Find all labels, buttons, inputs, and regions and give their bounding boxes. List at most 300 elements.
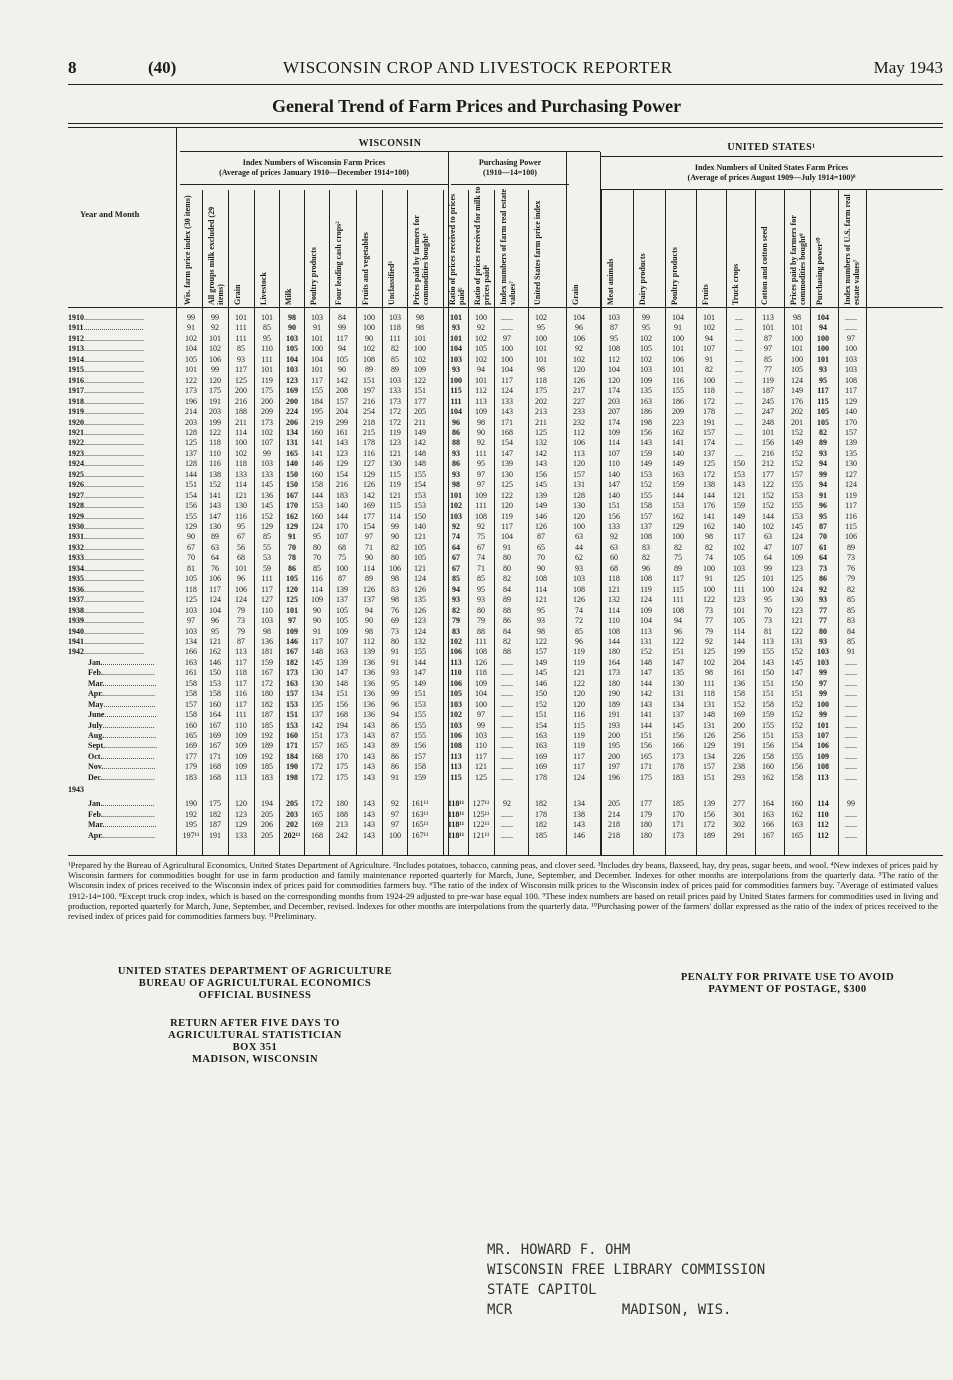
table-cell: 100	[450, 375, 462, 385]
table-cell: 211	[535, 417, 547, 427]
table-cell: 85	[313, 563, 321, 573]
table-cell: 170	[845, 417, 857, 427]
column-header-13: Index numbers of farm real estate values⁷	[499, 188, 517, 305]
table-cell: 90	[288, 323, 296, 333]
table-cell: 165	[286, 448, 298, 458]
table-cell: 117	[475, 751, 487, 761]
table-cell: 156	[703, 809, 715, 819]
column-header-11: Ratio of prices received to prices paid⁵	[448, 193, 466, 305]
table-cell: 99	[187, 313, 195, 322]
table-cell: 110	[817, 809, 829, 819]
table-cell: 120	[608, 375, 620, 385]
table-cell: 56	[237, 542, 245, 552]
table-cell: 144	[672, 490, 684, 500]
table-cell: 163	[672, 469, 684, 479]
table-cell: 97	[847, 333, 855, 343]
table-cell: 150	[733, 459, 745, 469]
table-cell: 104	[573, 313, 585, 322]
table-cell: 191	[209, 830, 221, 840]
table-cell: 120	[573, 365, 585, 375]
table-cell: 158	[762, 699, 774, 709]
row-label: 1934..............................	[68, 563, 144, 573]
table-cell: 105	[733, 616, 745, 626]
table-cell: 109	[336, 626, 348, 636]
table-cell: 293	[733, 772, 745, 782]
table-cell: 106	[817, 741, 829, 751]
table-cell: 147	[640, 668, 652, 678]
table-cell: 110	[209, 448, 221, 458]
table-cell: 103	[817, 647, 829, 657]
row-label: Feb...........................	[88, 809, 155, 819]
table-cell: 114	[817, 799, 829, 809]
table-cell: 162	[703, 522, 715, 531]
return-line-3: BOX 351	[232, 1042, 278, 1053]
table-cell: 159	[762, 710, 774, 720]
table-cell: 105	[336, 354, 348, 364]
table-cell: 100	[817, 699, 829, 709]
table-cell: 157	[791, 469, 803, 479]
table-cell: 153	[311, 501, 323, 511]
table-cell: 44	[575, 542, 583, 552]
table-cell: 101	[817, 720, 829, 730]
table-cell: 93	[477, 595, 485, 605]
table-cell: 91	[391, 647, 399, 657]
table-cell: 186	[672, 396, 684, 406]
table-cell: 103	[261, 459, 273, 469]
issue-date: May 1943	[873, 58, 943, 77]
table-cell: 103	[475, 731, 487, 740]
table-cell: 180	[608, 647, 620, 657]
table-cell: ......	[845, 731, 857, 740]
table-cell: 117	[261, 584, 273, 594]
table-cell: 156	[791, 762, 803, 772]
table-cell: 102	[762, 522, 774, 531]
table-cell: 169	[286, 386, 298, 396]
table-cell: 100	[389, 830, 401, 840]
table-cell: 143	[363, 762, 375, 772]
table-cell: 90	[365, 616, 373, 626]
table-cell: 100	[672, 532, 684, 542]
us-index-head	[600, 163, 943, 183]
table-cell: ......	[845, 313, 857, 322]
table-cell: 104	[640, 616, 652, 626]
row-label: May..........................	[88, 699, 156, 709]
table-cell: 151	[414, 689, 426, 699]
table-cell: 135	[311, 699, 323, 709]
table-cell: 203	[185, 417, 197, 427]
table-cell: ......	[501, 710, 513, 720]
table-cell: 95	[477, 459, 485, 469]
table-cell: ......	[845, 762, 857, 772]
table-cell: 167	[261, 668, 273, 678]
table-cell: 157	[703, 762, 715, 772]
table-cell: 95	[819, 375, 827, 385]
table-cell: 94	[365, 605, 373, 615]
table-cell: 111	[235, 333, 247, 343]
footnotes: ¹Prepared by the Bureau of Agricultural Economics, United States Department of Agriculture. ²Includes potatoes, tobacco, canning peas, and clover seed. ³Includes dry beans, flaxseed, hay, dry peas, sugar beets, and wool. ⁴New indexes of prices paid by Wisconsin farmers for commodities bought for use in farm production and family maintenance reported quarterly for March, June, September, and December. Indexes for other months are interpolations from the quarterly data. ⁵The ratio of the Wisconsin index of prices received to the Wisconsin index of prices paid for commodities farmers buy. ⁶The ratio of the index of Wisconsin milk prices to the Wisconsin index of prices paid for commodities farmers buy. ⁷Average of estimated values 1912-14=100. ⁸Except truck crop index, which is based on the corresponding months from 1924-29 adjusted to pre-war base equal 100. ⁹These index numbers are based on retail prices paid by United States farmers for commodities used in living and production, reported quarterly for March, June, September, and December, revised. Indexes for other months are interpolations from the quarterly data. ¹⁰Purchasing power of the farmers' dollar expressed as the ratio of the index of prices received to the revised index of prices paid for commodities farmers buy. ¹¹Preliminary.	[68, 860, 938, 922]
table-cell: 112	[573, 427, 585, 437]
table-cell: 167	[762, 830, 774, 840]
table-cell: 100	[363, 323, 375, 333]
table-cell: 96	[237, 574, 245, 584]
table-cell: 130	[235, 501, 247, 511]
table-cell: 173	[261, 417, 273, 427]
table-cell: 144	[640, 678, 652, 688]
table-cell: 83	[452, 626, 460, 636]
table-cell: 174	[703, 438, 715, 448]
table-cell: 99	[391, 689, 399, 699]
table-cell: 143	[209, 501, 221, 511]
table-cell: 105	[286, 574, 298, 584]
table-cell: 108	[363, 354, 375, 364]
table-cell: 148	[311, 647, 323, 657]
table-cell: 148	[336, 678, 348, 688]
table-cell: 77	[819, 616, 827, 626]
table-cell: 167	[286, 490, 298, 500]
table-cell: 185	[672, 799, 684, 809]
table-cell: 98	[416, 323, 424, 333]
table-cell: 82	[847, 584, 855, 594]
table-cell: 97	[819, 678, 827, 688]
table-cell: 133	[261, 469, 273, 479]
table-cell: 118¹¹	[447, 799, 465, 809]
table-cell: 168	[311, 751, 323, 761]
table-cell: 136	[261, 636, 273, 646]
table-cell: 79	[705, 626, 713, 636]
table-cell: 89	[365, 574, 373, 584]
table-cell: 68	[610, 563, 618, 573]
table-cell: 110	[261, 605, 273, 615]
table-cell: 206	[261, 820, 273, 830]
table-cell: 97	[503, 333, 511, 343]
table-cell: 117	[501, 522, 513, 531]
table-cell: 157	[703, 427, 715, 437]
table-cell: 212	[762, 459, 774, 469]
table-cell: 101	[450, 490, 462, 500]
table-cell: 177	[762, 469, 774, 479]
table-cell: 136	[363, 699, 375, 709]
table-cell: 104	[185, 344, 197, 354]
table-cell: 81	[187, 563, 195, 573]
table-cell: 137	[363, 595, 375, 605]
table-cell: 101	[235, 563, 247, 573]
table-cell: 150	[791, 678, 803, 688]
table-cell: 172	[311, 799, 323, 809]
column-header-4: Livestock	[259, 272, 268, 305]
table-cell: 124	[414, 574, 426, 584]
table-cell: 63	[610, 542, 618, 552]
return-block	[100, 1018, 410, 1066]
table-cell: 118¹¹	[447, 820, 465, 830]
table-cell: 165	[185, 731, 197, 740]
table-cell: 106	[209, 574, 221, 584]
table-cell: 178	[535, 809, 547, 819]
table-cell: 191	[703, 417, 715, 427]
table-cell: 147	[501, 448, 513, 458]
table-cell: 166	[762, 820, 774, 830]
table-cell: 143	[640, 438, 652, 448]
table-cell: 121¹¹	[472, 830, 490, 840]
table-cell: 162	[286, 511, 298, 521]
table-cell: 99	[819, 668, 827, 678]
table-cell: 106	[573, 333, 585, 343]
table-cell: 173	[336, 731, 348, 740]
table-cell: 152	[791, 427, 803, 437]
table-cell: 131	[703, 720, 715, 730]
table-cell: ......	[845, 830, 857, 840]
table-cell: 95	[211, 626, 219, 636]
table-cell: 95	[537, 323, 545, 333]
table-cell: 124	[501, 386, 513, 396]
page-title: General Trend of Farm Prices and Purchasing Power	[271, 96, 682, 116]
row-label: 1923..............................	[68, 448, 144, 458]
table-cell: ......	[501, 678, 513, 688]
table-cell: 141	[703, 511, 715, 521]
row-label: 1912..............................	[68, 333, 144, 343]
table-cell: 136	[261, 490, 273, 500]
table-cell: 121	[733, 490, 745, 500]
table-top-rule-2	[68, 127, 943, 128]
row-label: 1926..............................	[68, 480, 144, 490]
table-cell: 105	[791, 365, 803, 375]
table-cell: 86	[819, 574, 827, 584]
row-label: 1941..............................	[68, 636, 144, 646]
table-cell: 168	[501, 427, 513, 437]
table-cell: 134	[672, 699, 684, 709]
table-cell: 113	[235, 772, 247, 782]
table-cell: 126	[414, 605, 426, 615]
table-cell: 114	[535, 584, 547, 594]
table-cell: 158	[185, 710, 197, 720]
table-cell: 134	[703, 751, 715, 761]
table-cell: 146	[573, 830, 585, 840]
table-cell: 92	[391, 799, 399, 809]
table-cell: 70	[313, 553, 321, 563]
table-cell: 190	[286, 762, 298, 772]
table-cell: 92	[503, 799, 511, 809]
table-cell: 120	[573, 459, 585, 469]
table-cell: 107	[261, 438, 273, 448]
table-cell: 102	[185, 333, 197, 343]
table-cell: 103	[845, 365, 857, 375]
table-cell: 144	[336, 511, 348, 521]
table-cell: ....	[735, 354, 743, 364]
table-cell: 80	[477, 605, 485, 615]
page-paren: (40)	[148, 58, 177, 77]
row-label: 1911..............................	[68, 323, 144, 333]
table-cell: 123	[414, 616, 426, 626]
table-cell: 135	[845, 448, 857, 458]
column-header-1: Wis. farm price index (30 items)	[183, 195, 192, 305]
table-cell: 122	[209, 427, 221, 437]
table-cell: 108	[475, 511, 487, 521]
table-cell: 145	[261, 480, 273, 490]
table-cell: 109	[608, 427, 620, 437]
column-header-18: Poultry products	[670, 247, 679, 305]
table-cell: 154	[414, 480, 426, 490]
table-cell: 197	[363, 386, 375, 396]
table-cell: 120	[209, 375, 221, 385]
table-cell: 113	[762, 313, 774, 322]
table-cell: 129	[336, 459, 348, 469]
table-cell: 85	[391, 354, 399, 364]
table-cell: 102	[475, 333, 487, 343]
table-cell: 119	[845, 490, 857, 500]
table-cell: 109	[311, 595, 323, 605]
table-top-rule	[68, 123, 943, 124]
table-cell: 100	[311, 344, 323, 354]
table-cell: 156	[640, 427, 652, 437]
table-cell: 112	[817, 830, 829, 840]
table-cell: 147	[209, 511, 221, 521]
table-cell: 155	[414, 469, 426, 479]
table-cell: 124	[791, 532, 803, 542]
column-header-12: Ratio of prices received for milk to prices paid⁶	[473, 186, 491, 305]
table-cell: 140	[733, 522, 745, 531]
year-month-label: Year and Month	[80, 209, 140, 219]
table-cell: 147	[336, 668, 348, 678]
table-cell: 78	[288, 553, 296, 563]
table-cell: 90	[313, 616, 321, 626]
wi-index-subtitle: (Average of prices January 1910—December 1914=100)	[219, 168, 409, 177]
table-cell: 147	[791, 668, 803, 678]
table-cell: 86	[503, 616, 511, 626]
table-cell: 93	[819, 365, 827, 375]
table-cell: 95	[313, 532, 321, 542]
table-cell: 111	[703, 678, 715, 688]
table-cell: 103	[261, 616, 273, 626]
table-cell: 156	[336, 699, 348, 709]
table-cell: 191	[608, 710, 620, 720]
table-cell: 102	[414, 354, 426, 364]
table-cell: 73	[847, 553, 855, 563]
table-cell: 144	[733, 636, 745, 646]
table-cell: 131	[672, 689, 684, 699]
table-cell: ....	[735, 323, 743, 333]
table-cell: 158	[762, 751, 774, 761]
table-cell: 72	[575, 616, 583, 626]
table-cell: 144	[414, 657, 426, 667]
table-cell: 248	[762, 417, 774, 427]
table-cell: 151	[336, 689, 348, 699]
table-cell: 111	[261, 354, 273, 364]
table-cell: 118	[475, 668, 487, 678]
row-label: Feb...........................	[88, 668, 155, 678]
table-cell: 177	[640, 799, 652, 809]
table-cell: ......	[501, 720, 513, 730]
table-cell: 172	[311, 772, 323, 782]
table-cell: 101	[672, 344, 684, 354]
table-cell: 95	[263, 333, 271, 343]
table-cell: 180	[640, 830, 652, 840]
table-cell: 189	[261, 741, 273, 751]
table-cell: 155	[414, 720, 426, 730]
table-cell: 110	[261, 344, 273, 354]
table-cell: 165	[791, 830, 803, 840]
table-cell: 126	[363, 480, 375, 490]
table-cell: 118	[608, 574, 620, 584]
table-cell: 102	[475, 354, 487, 364]
table-cell: 112	[475, 386, 487, 396]
table-cell: 99	[764, 563, 772, 573]
table-cell: 47	[764, 542, 772, 552]
table-cell: 68	[338, 542, 346, 552]
table-cell: 172	[703, 469, 715, 479]
table-cell: ....	[735, 407, 743, 417]
table-cell: 152	[535, 699, 547, 709]
table-cell: 93	[575, 563, 583, 573]
table-cell: 160	[791, 799, 803, 809]
table-cell: 125	[286, 595, 298, 605]
table-cell: 152	[791, 699, 803, 709]
table-cell: 157	[185, 699, 197, 709]
table-cell: 99	[211, 313, 219, 322]
table-cell: 124	[640, 595, 652, 605]
table-cell: 103	[733, 563, 745, 573]
table-cell: 108	[817, 762, 829, 772]
table-cell: 143	[535, 459, 547, 469]
table-cell: 104	[672, 313, 684, 322]
table-cell: 97	[288, 616, 296, 626]
table-cell: 139	[363, 647, 375, 657]
table-cell: 100	[475, 313, 487, 322]
table-cell: 175	[261, 386, 273, 396]
table-cell: 147	[672, 657, 684, 667]
table-cell: 90	[477, 427, 485, 437]
address-line-4: MCR MADISON, WIS.	[487, 1302, 732, 1318]
table-cell: 109	[286, 626, 298, 636]
table-cell: 200	[608, 731, 620, 740]
table-cell: 77	[764, 365, 772, 375]
table-cell: ......	[501, 657, 513, 667]
table-cell: 134	[286, 427, 298, 437]
table-cell: 100	[535, 333, 547, 343]
table-cell: 206	[286, 417, 298, 427]
table-cell: 115	[817, 396, 829, 406]
table-cell: 89	[365, 365, 373, 375]
table-cell: 92	[477, 438, 485, 448]
table-cell: 118	[703, 386, 715, 396]
table-cell: 101	[535, 344, 547, 354]
table-cell: ....	[735, 448, 743, 458]
row-label: Mar...........................	[88, 820, 157, 830]
table-cell: 149	[535, 501, 547, 511]
table-cell: 93	[237, 354, 245, 364]
table-cell: 133	[389, 386, 401, 396]
table-cell: 109	[235, 751, 247, 761]
table-cell: 155	[672, 386, 684, 396]
table-cell: 125	[791, 574, 803, 584]
table-cell: 124	[573, 772, 585, 782]
table-cell: 124	[209, 595, 221, 605]
address-line-3: STATE CAPITOL	[487, 1282, 597, 1298]
table-cell: 157	[286, 689, 298, 699]
table-cell: 96	[575, 636, 583, 646]
table-cell: 92	[452, 522, 460, 531]
table-cell: 106	[450, 678, 462, 688]
table-cell: 209	[672, 407, 684, 417]
table-cell: 109	[475, 490, 487, 500]
table-cell: 169	[535, 762, 547, 772]
table-cell: 125	[235, 375, 247, 385]
table-cell: 152	[791, 448, 803, 458]
table-cell: 154	[791, 741, 803, 751]
penalty-line-2: PAYMENT OF POSTAGE, $300	[708, 984, 867, 995]
table-cell: 93	[452, 469, 460, 479]
table-cell: 150	[414, 511, 426, 521]
table-cell: 120	[573, 511, 585, 521]
table-cell: 114	[608, 438, 620, 448]
